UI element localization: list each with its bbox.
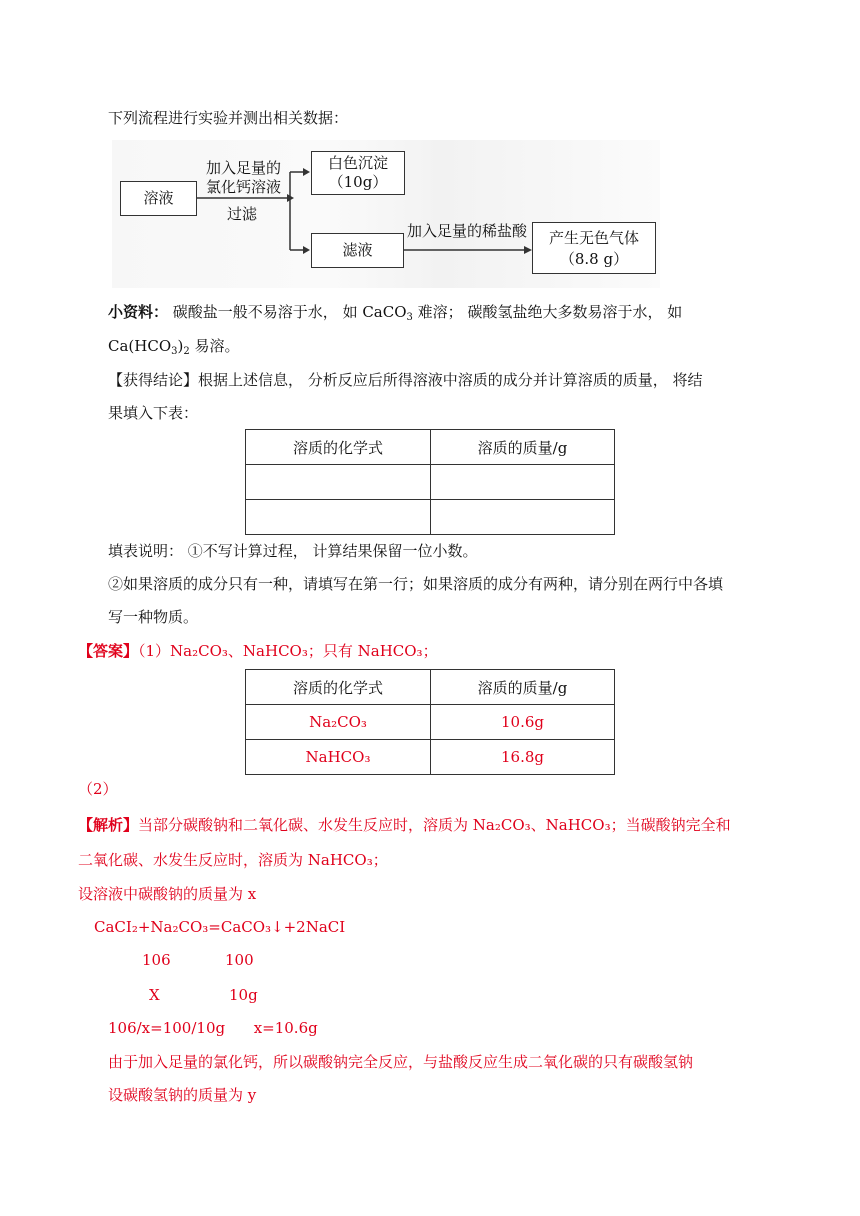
box-filtrate: 滤液 [311,233,404,268]
intro-text: 下列流程进行实验并测出相关数据： [108,109,349,127]
table-header-row [246,430,615,465]
precipitate-mass: （10g） [328,173,388,191]
table-row [246,465,615,500]
precipitate-label: 白色沉淀 [327,154,388,172]
table-cell[interactable] [431,465,615,500]
analysis-line-1: 【解析】当部分碳酸钠和二氧化碳、水发生反应时，溶质为 Na₂CO₃、NaHCO₃；当碳酸钠完全和 [78,816,731,834]
table-cell[interactable] [431,500,615,535]
answer-line [78,641,438,661]
table-row [246,500,615,535]
table-cell: 16.8g [431,740,615,775]
analysis-label: 【解析】 [78,816,139,834]
answer-text: （1）Na₂CO₃、NaHCO₃；只有 NaHCO₃； [138,642,438,660]
table-header-cell: 溶质的质量/g [431,670,615,705]
table-cell[interactable] [246,465,431,500]
notes-line-3: 写一种物质。 [108,608,199,626]
box-gas [532,222,656,274]
molar-mass-na2co3: 106 [142,951,171,969]
label-add-cacl2-2: 氯化钙溶液 [206,178,282,196]
analysis-line-5: 设碳酸氢钠的质量为 y [108,1086,257,1104]
calc-line: 106/x=100/10g x=10.6g [108,1019,318,1037]
gas-mass: （8.8 g） [559,250,629,268]
table-header-cell: 溶质的化学式 [246,430,431,465]
table-cell: NaHCO₃ [246,740,431,775]
conclusion-line-1: 【获得结论】根据上述信息， 分析反应后所得溶液中溶质的成分并计算溶质的质量， 将结 [108,371,703,389]
table-cell[interactable] [246,500,431,535]
notes-line-2: ②如果溶质的成分只有一种，请填写在第一行；如果溶质的成分有两种，请分别在两行中各填 [108,575,724,593]
box-solution: 溶液 [120,181,197,216]
info-line-2: $Ca(HCO_3)_2$ 易溶。 [108,337,240,357]
notes-line-1: 填表说明： ①不写计算过程， 计算结果保留一位小数。 [108,542,478,560]
label-filter: 过滤 [227,205,258,223]
info-label: 小资料： [108,303,169,321]
info-line-1: 小资料： 碳酸盐一般不易溶于水， 如 CaCO$_3$ 难溶； 碳酸氢盐绝大多数易溶于水， 如 [108,303,683,323]
label-add-cacl2-1: 加入足量的 [206,159,282,177]
analysis-line-2: 二氧化碳、水发生反应时，溶质为 NaHCO₃； [78,851,388,869]
part-2-label: （2） [78,780,118,798]
answer-label: 【答案】 [78,642,139,660]
table-row [246,705,615,740]
table-header-cell: 溶质的质量/g [431,430,615,465]
molar-mass-caco3: 100 [225,951,254,969]
gas-label: 产生无色气体 [548,229,639,247]
table-header-cell: 溶质的化学式 [246,670,431,705]
reaction-equation: CaCI₂+Na₂CO₃=CaCO₃↓+2NaCI [94,918,346,936]
analysis-line-3: 设溶液中碳酸钠的质量为 x [78,885,257,903]
table-header-row [246,670,615,705]
label-add-hcl: 加入足量的稀盐酸 [407,222,528,240]
answer-table-blank [245,429,615,535]
flowchart-arrows [0,0,860,300]
table-cell: 10.6g [431,705,615,740]
unknown-x: X [149,986,160,1004]
table-row [246,740,615,775]
answer-table-filled [245,669,615,775]
analysis-line-4: 由于加入足量的氯化钙，所以碳酸钠完全反应，与盐酸反应生成二氧化碳的只有碳酸氢钠 [108,1053,694,1071]
mass-precipitate: 10g [229,986,258,1004]
conclusion-line-2: 果填入下表： [108,404,199,422]
table-cell: Na₂CO₃ [246,705,431,740]
box-precipitate [311,151,405,195]
